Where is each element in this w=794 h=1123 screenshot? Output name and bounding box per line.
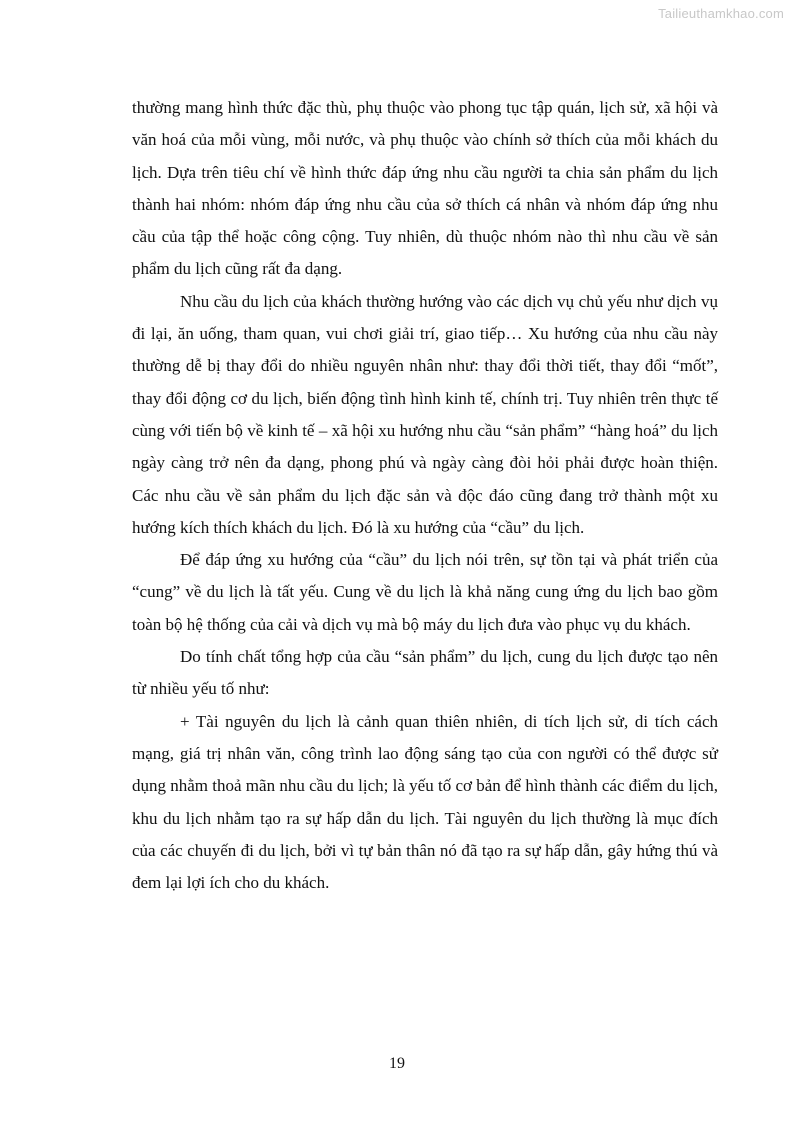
page-number: 19 <box>389 1055 405 1072</box>
paragraph-4: Do tính chất tổng hợp của cầu “sản phẩm” du lịch, cung du lịch được tạo nên từ nhiều yếu tố như: <box>132 647 718 699</box>
document-body <box>132 92 718 899</box>
paragraph-3: Để đáp ứng xu hướng của “cầu” du lịch nói trên, sự tồn tại và phát triển của “cung” về du lịch là tất yếu. Cung về du lịch là khả năng cung ứng du lịch bao gồm toàn bộ hệ thống của cải và dịch vụ mà bộ máy du lịch đưa vào phục vụ du khách. <box>132 550 718 634</box>
watermark: Tailieuthamkhao.com <box>658 6 784 21</box>
paragraph-5: + Tài nguyên du lịch là cảnh quan thiên nhiên, di tích lịch sử, di tích cách mạng, giá trị nhân văn, công trình lao động sáng tạo của con người có thể được sử dụng nhằm thoả mãn nhu cầu du lịch; là yếu tố cơ bản để hình thành các điểm du lịch, khu du lịch nhằm tạo ra sự hấp dẫn du lịch. Tài nguyên du lịch thường là mục đích của các chuyến đi du lịch, bởi vì tự bản thân nó đã tạo ra sự hấp dẫn, gây hứng thú và đem lại lợi ích cho du khách. <box>132 711 718 893</box>
paragraph-2: Nhu cầu du lịch của khách thường hướng vào các dịch vụ chủ yếu như dịch vụ đi lại, ăn uống, tham quan, vui chơi giải trí, giao tiếp… Xu hướng của nhu cầu này thường dễ bị thay đổi do nhiều nguyên nhân như: thay đổi thời tiết, thay đổi “mốt”, thay đổi động cơ du lịch, biến động tình hình kinh tế, chính trị. Tuy nhiên trên thực tế cùng với tiến bộ về kinh tế – xã hội xu hướng nhu cầu “sản phẩm” “hàng hoá” du lịch ngày càng trở nên đa dạng, phong phú và ngày càng đòi hỏi phải được hoàn thiện. Các nhu cầu về sản phẩm du lịch đặc sản và độc đáo cũng đang trở thành một xu hướng kích thích khách du lịch. Đó là xu hướng của “cầu” du lịch. <box>132 291 718 537</box>
paragraph-1: thường mang hình thức đặc thù, phụ thuộc vào phong tục tập quán, lịch sử, xã hội và văn hoá của mỗi vùng, mỗi nước, và phụ thuộc vào chính sở thích của mỗi khách du lịch. Dựa trên tiêu chí về hình thức đáp ứng nhu cầu người ta chia sản phẩm du lịch thành hai nhóm: nhóm đáp ứng nhu cầu của sở thích cá nhân và nhóm đáp ứng nhu cầu của tập thể hoặc công cộng. Tuy nhiên, dù thuộc nhóm nào thì nhu cầu về sản phẩm du lịch cũng rất đa dạng. <box>132 98 718 279</box>
